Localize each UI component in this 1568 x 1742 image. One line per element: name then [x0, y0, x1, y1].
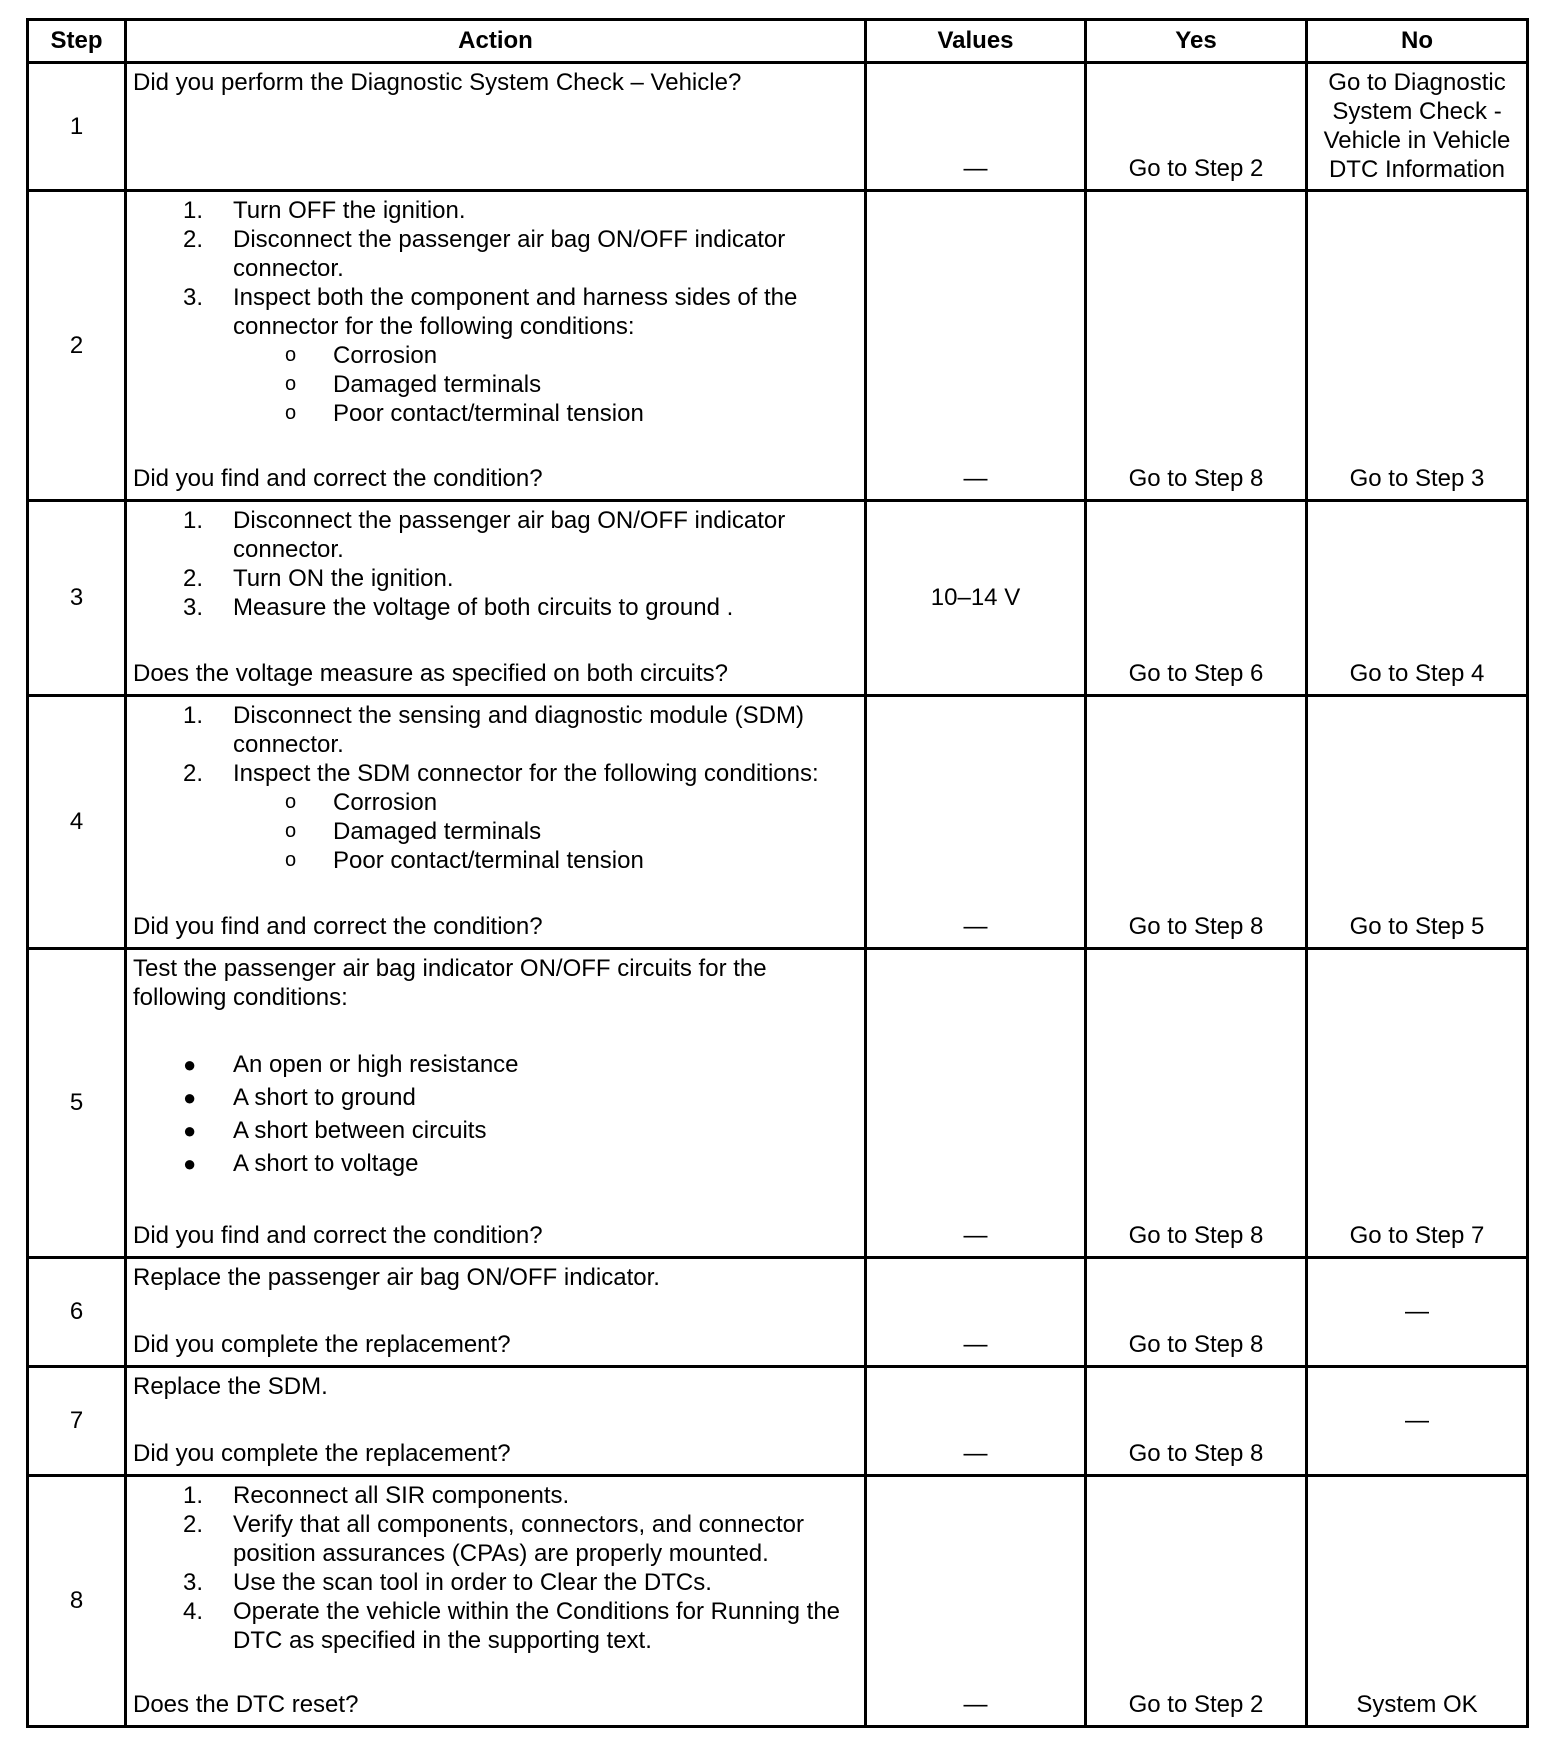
action-question: Did you find and correct the condition?: [133, 1222, 543, 1249]
list-item: ● A short to ground: [183, 1084, 416, 1111]
table-row: [28, 501, 1528, 696]
action-cell: [126, 949, 866, 1258]
value-text: —: [963, 1691, 988, 1718]
list-item: o Damaged terminals: [285, 371, 542, 398]
step-number: 8: [28, 1476, 126, 1727]
values-cell: [866, 1258, 1086, 1367]
yes-text: Go to Step 8: [1128, 1440, 1264, 1467]
list-item: o Poor contact/terminal tension: [285, 400, 644, 427]
yes-text: Go to Step 8: [1128, 1222, 1264, 1249]
no-cell: [1307, 1258, 1528, 1367]
list-item: o Poor contact/terminal tension: [285, 847, 644, 874]
no-line: DTC Information: [1328, 156, 1506, 183]
yes-cell: [1086, 1476, 1307, 1727]
header-no: No: [1307, 20, 1528, 63]
action-lead: Test the passenger air bag indicator ON/OFF circuits for the following conditions:: [133, 955, 767, 1011]
table-row: [28, 1476, 1528, 1727]
values-cell: [866, 1367, 1086, 1476]
no-line: Go to Diagnostic: [1328, 69, 1506, 96]
header-yes: Yes: [1086, 20, 1307, 63]
list-item: o Damaged terminals: [285, 818, 542, 845]
action-cell: [126, 696, 866, 949]
yes-text: Go to Step 2: [1128, 155, 1264, 182]
action-question: Did you perform the Diagnostic System Check – Vehicle?: [133, 69, 742, 96]
action-cell: [126, 63, 866, 191]
no-text: Go to Step 3: [1349, 465, 1485, 492]
step-number: 5: [28, 949, 126, 1258]
yes-cell: [1086, 501, 1307, 696]
table-row: [28, 696, 1528, 949]
list-item: 2. Disconnect the passenger air bag ON/OFF indicator connector.: [183, 226, 786, 282]
list-item: 4. Operate the vehicle within the Conditions for Running the DTC as specified in the supporting text.: [183, 1598, 841, 1654]
no-cell: [1307, 949, 1528, 1258]
no-cell: [1307, 1367, 1528, 1476]
yes-cell: [1086, 1367, 1307, 1476]
step-number: 7: [28, 1367, 126, 1476]
list-item: 1. Reconnect all SIR components.: [183, 1482, 570, 1509]
values-cell: [866, 696, 1086, 949]
table-row: [28, 949, 1528, 1258]
header-action: Action: [126, 20, 866, 63]
table-row: [28, 1367, 1528, 1476]
numbered-list: [133, 701, 858, 788]
values-cell: [866, 501, 1086, 696]
yes-text: Go to Step 8: [1128, 1331, 1264, 1358]
header-values: Values: [866, 20, 1086, 63]
action-cell: [126, 1367, 866, 1476]
list-item: ● An open or high resistance: [183, 1051, 519, 1078]
list-item: o Corrosion: [285, 342, 438, 369]
no-cell: [1307, 1476, 1528, 1727]
value-text: —: [963, 465, 988, 492]
header-row: [28, 20, 1528, 63]
no-text: Go to Step 4: [1349, 660, 1485, 687]
no-line: System Check -: [1332, 98, 1502, 125]
values-cell: [866, 1476, 1086, 1727]
list-item: o Corrosion: [285, 789, 438, 816]
yes-cell: [1086, 63, 1307, 191]
list-item: ● A short between circuits: [183, 1117, 487, 1144]
sub-list: [133, 788, 858, 875]
numbered-list: [133, 1481, 858, 1655]
no-cell: [1307, 696, 1528, 949]
step-number: 4: [28, 696, 126, 949]
value-text: —: [963, 1222, 988, 1249]
no-text: [1308, 68, 1526, 184]
action-cell: [126, 501, 866, 696]
step-number: 6: [28, 1258, 126, 1367]
header-step: Step: [28, 20, 126, 63]
action-cell: [126, 1258, 866, 1367]
bullet-list: [133, 1048, 858, 1180]
table-row: [28, 63, 1528, 191]
action-question: Did you find and correct the condition?: [133, 465, 543, 492]
no-text: Go to Step 7: [1349, 1222, 1485, 1249]
numbered-list: [133, 196, 858, 341]
values-cell: [866, 949, 1086, 1258]
value-text: 10–14 V: [930, 584, 1021, 611]
table-row: [28, 191, 1528, 501]
action-cell: [126, 191, 866, 501]
diagnostic-table: [26, 18, 1529, 1728]
yes-cell: [1086, 191, 1307, 501]
table-row: [28, 1258, 1528, 1367]
step-number: 2: [28, 191, 126, 501]
list-item: 3. Measure the voltage of both circuits to ground .: [183, 594, 734, 621]
no-cell: [1307, 63, 1528, 191]
value-text: —: [963, 1440, 988, 1467]
action-question: Did you complete the replacement?: [133, 1440, 511, 1467]
list-item: 1. Disconnect the sensing and diagnostic module (SDM) connector.: [183, 702, 804, 758]
no-line: Vehicle in Vehicle: [1323, 127, 1511, 154]
value-text: —: [963, 155, 988, 182]
step-number: 3: [28, 501, 126, 696]
action-lead: Replace the passenger air bag ON/OFF indicator.: [133, 1264, 660, 1291]
action-question: Does the voltage measure as specified on both circuits?: [133, 660, 728, 687]
value-text: —: [963, 913, 988, 940]
no-cell: [1307, 501, 1528, 696]
value-text: —: [963, 1331, 988, 1358]
no-text: Go to Step 5: [1349, 913, 1485, 940]
list-item: 1. Disconnect the passenger air bag ON/OFF indicator connector.: [183, 507, 786, 563]
yes-cell: [1086, 696, 1307, 949]
yes-text: Go to Step 6: [1128, 660, 1264, 687]
list-item: 2. Inspect the SDM connector for the following conditions:: [183, 760, 819, 787]
no-text: —: [1405, 1298, 1429, 1325]
step-number: 1: [28, 63, 126, 191]
yes-text: Go to Step 8: [1128, 913, 1264, 940]
list-item: 1. Turn OFF the ignition.: [183, 197, 466, 224]
no-cell: [1307, 191, 1528, 501]
sub-list: [133, 341, 858, 428]
no-text: —: [1405, 1407, 1429, 1434]
action-cell: [126, 1476, 866, 1727]
values-cell: [866, 63, 1086, 191]
action-question: Does the DTC reset?: [133, 1691, 359, 1718]
list-item: 3. Inspect both the component and harness sides of the connector for the following conditions:: [183, 284, 798, 340]
action-question: Did you complete the replacement?: [133, 1331, 511, 1358]
values-cell: [866, 191, 1086, 501]
list-item: ● A short to voltage: [183, 1150, 419, 1177]
yes-text: Go to Step 8: [1128, 465, 1264, 492]
list-item: 2. Turn ON the ignition.: [183, 565, 454, 592]
numbered-list: [133, 506, 858, 622]
yes-text: Go to Step 2: [1128, 1691, 1264, 1718]
action-lead: Replace the SDM.: [133, 1373, 328, 1400]
list-item: 2. Verify that all components, connectors, and connector position assurances (CPAs) are properly mounted.: [183, 1511, 804, 1567]
yes-cell: [1086, 949, 1307, 1258]
yes-cell: [1086, 1258, 1307, 1367]
no-text: System OK: [1356, 1691, 1478, 1718]
list-item: 3. Use the scan tool in order to Clear the DTCs.: [183, 1569, 712, 1596]
action-question: Did you find and correct the condition?: [133, 913, 543, 940]
